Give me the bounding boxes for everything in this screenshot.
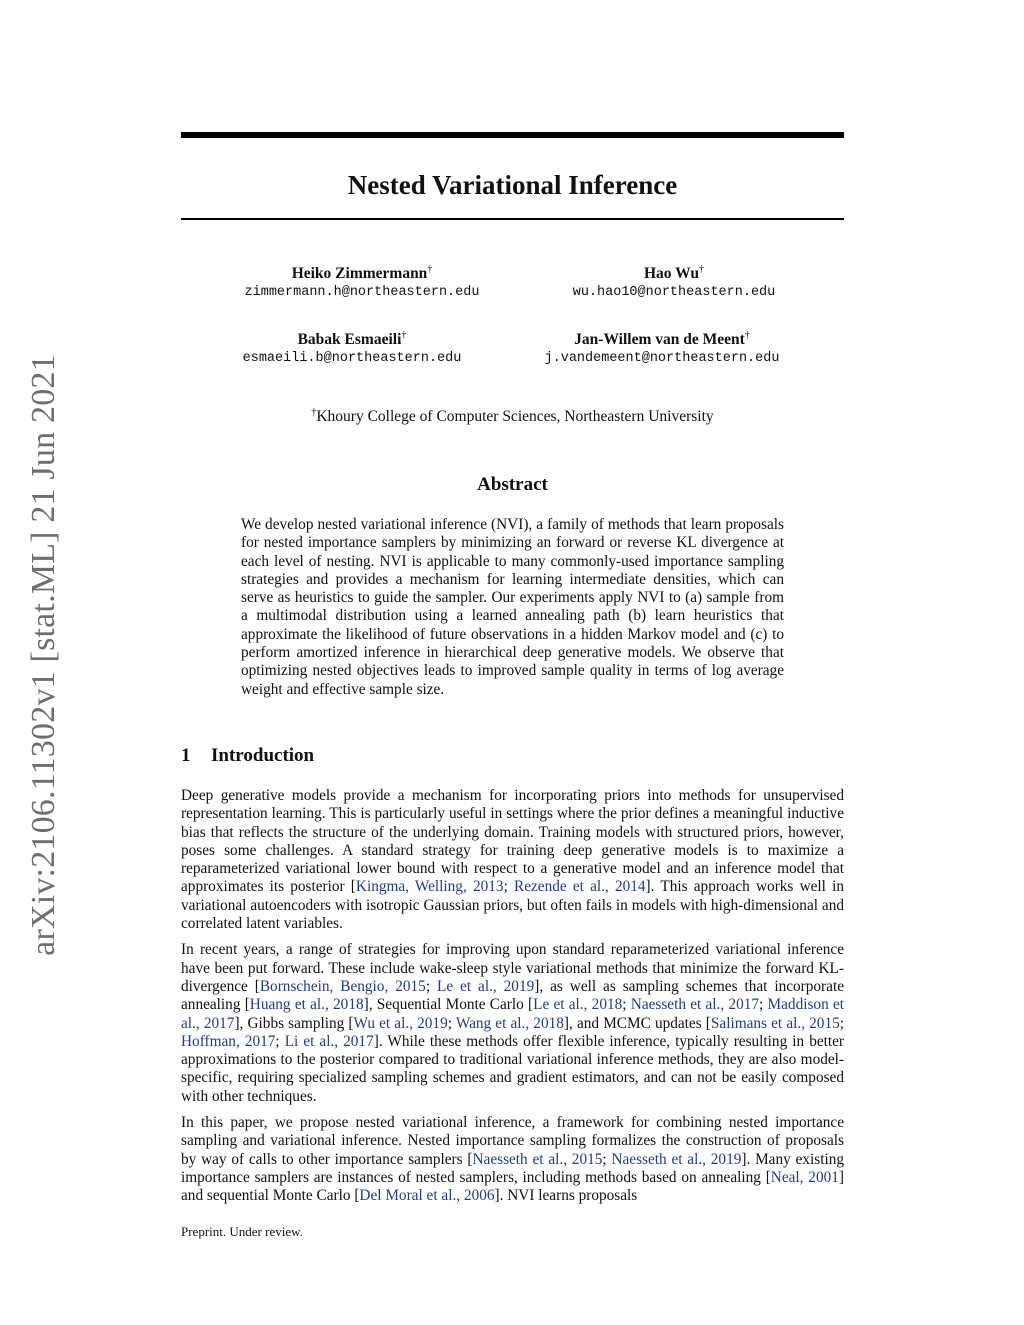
intro-paragraph-3 bbox=[181, 1114, 844, 1205]
paragraph-text: In recent years, a range of strategies for improving upon standard reparameterized variational inference have been put forward. These include wake-sleep style variational methods that minimize the forward KL-divergence [ bbox=[181, 941, 844, 995]
author-name: Babak Esmaeili bbox=[297, 331, 402, 348]
paragraph-text: ], as well as sampling schemes that incorporate annealing [ bbox=[181, 977, 844, 1014]
arxiv-sidebar bbox=[24, 355, 64, 955]
citation-link[interactable]: Kingma, Welling, 2013 bbox=[355, 878, 504, 896]
paragraph-text: ]. This approach works well in variational autoencoders with isotropic Gaussian priors, but often fails in models with high-dimensional and correlated latent variables. bbox=[181, 878, 844, 933]
citation-link[interactable]: Wu et al., 2019 bbox=[353, 1014, 448, 1032]
author-2 bbox=[524, 264, 824, 302]
author-email: j.vandemeent@northeastern.edu bbox=[544, 351, 780, 366]
citation-link[interactable]: Naesseth et al., 2015 bbox=[472, 1150, 603, 1168]
citation-link[interactable]: Bornschein, Bengio, 2015 bbox=[259, 977, 426, 995]
citation-link[interactable]: Del Moral et al., 2006 bbox=[359, 1187, 495, 1205]
author-name: Jan-Willem van de Meent bbox=[574, 331, 745, 348]
paragraph-text: ], Sequential Monte Carlo [ bbox=[363, 996, 534, 1014]
citation-link[interactable]: Neal, 2001 bbox=[770, 1168, 839, 1186]
paper-title: Nested Variational Inference bbox=[347, 170, 678, 200]
affiliation-mark: † bbox=[744, 329, 750, 341]
paragraph-text: Deep generative models provide a mechanism for incorporating priors into methods for unsupervised representation learning. This is particularly useful in settings where the prior defines a meaningful inductive bias that reflects the structure of the underlying domain. Training models with structured priors, however, poses some challenges. A standard strategy for training deep generative models is to maximize a reparameterized variational lower bound with respect to a generative model and an inference model that approximates its posterior [ bbox=[181, 786, 844, 896]
author-email: zimmermann.h@northeastern.edu bbox=[244, 285, 480, 300]
paragraph-text: ] and sequential Monte Carlo [ bbox=[181, 1168, 844, 1205]
citation-separator: ; bbox=[275, 1032, 285, 1050]
citation-link[interactable]: Naesseth et al., 2017 bbox=[630, 996, 760, 1014]
paragraph-text: ]. Many existing importance samplers are instances of nested samplers, including methods based on annealing [ bbox=[181, 1150, 844, 1186]
arxiv-identifier: arXiv:2106.11302v1 [stat.ML] 21 Jun 2021 bbox=[25, 354, 62, 956]
paragraph-text: ]. NVI learns proposals bbox=[494, 1187, 638, 1205]
citation-separator: ; bbox=[759, 996, 768, 1014]
author-block bbox=[181, 264, 844, 404]
paragraph-text: ], and MCMC updates [ bbox=[563, 1014, 711, 1032]
title-bottom-rule bbox=[181, 218, 844, 220]
intro-paragraph-2 bbox=[181, 941, 844, 1106]
abstract-text: We develop nested variational inference (NVI), a family of methods that learn proposals for nested importance samplers by minimizing an forward or reverse KL divergence at each level of nesting. NVI is applicable to many commonly-used importance sampling strategies and provides a mechanism for learning intermediate densities, which can serve as heuristics to guide the sampler. Our experiments apply NVI to (a) sample from a multimodal distribution using a learned annealing path (b) learn heuristics that approximate the likelihood of future observations in a hidden Markov model and (c) to perform amortized inference in hierarchical deep generative models. We observe that optimizing nested objectives leads to improved sample quality in terms of log average weight and effective sample size. bbox=[241, 516, 784, 698]
affiliation-text: Khoury College of Computer Sciences, Northeastern University bbox=[316, 408, 714, 425]
citation-link[interactable]: Naesseth et al., 2019 bbox=[611, 1150, 742, 1168]
citation-link[interactable]: Hoffman, 2017 bbox=[181, 1032, 276, 1050]
citation-link[interactable]: Maddison et al., 2017 bbox=[181, 996, 844, 1032]
author-email: wu.hao10@northeastern.edu bbox=[572, 285, 776, 300]
section-number: 1 bbox=[181, 744, 191, 766]
citation-link[interactable]: Salimans et al., 2015 bbox=[710, 1014, 840, 1032]
paragraph-text: ]. While these methods offer flexible inference, typically resulting in better approximations to the posterior compared to traditional variational inference methods, they are also model-specific, requiring specialized sampling schemes and gradient estimators, and can not be easily composed with other techniques. bbox=[181, 1032, 845, 1105]
paragraph-text: In this paper, we propose nested variational inference, a framework for combining nested importance sampling and variational inference. Nested importance sampling formalizes the construction of proposals by way of calls to other importance samplers [ bbox=[181, 1114, 844, 1168]
intro-paragraph-1 bbox=[181, 787, 844, 933]
footer-note: Preprint. Under review. bbox=[181, 1224, 303, 1239]
citation-separator: ; bbox=[839, 1014, 844, 1032]
author-4 bbox=[512, 330, 812, 368]
affiliation-mark: † bbox=[401, 329, 407, 341]
citation-link[interactable]: Le et al., 2018 bbox=[533, 996, 623, 1014]
citation-link[interactable]: Le et al., 2019 bbox=[437, 977, 535, 995]
author-1 bbox=[212, 264, 512, 302]
affiliation-mark: † bbox=[311, 406, 317, 418]
citation-separator: ; bbox=[425, 977, 437, 995]
citation-link[interactable]: Li et al., 2017 bbox=[284, 1032, 374, 1050]
citation-separator: ; bbox=[503, 878, 514, 896]
citation-link[interactable]: Rezende et al., 2014 bbox=[514, 878, 646, 896]
citation-separator: ; bbox=[622, 996, 631, 1014]
section-title: Introduction bbox=[211, 744, 315, 766]
citation-separator: ; bbox=[447, 1014, 456, 1032]
author-3 bbox=[202, 330, 502, 368]
affiliation-mark: † bbox=[699, 263, 704, 275]
citation-separator: ; bbox=[602, 1150, 612, 1168]
author-name: Heiko Zimmermann bbox=[291, 265, 428, 282]
affiliation bbox=[181, 408, 844, 426]
citation-link[interactable]: Huang et al., 2018 bbox=[249, 996, 364, 1014]
paragraph-text: ], Gibbs sampling [ bbox=[234, 1014, 354, 1032]
author-name: Hao Wu bbox=[644, 265, 699, 282]
affiliation-mark: † bbox=[427, 263, 433, 275]
section-heading bbox=[181, 745, 844, 767]
author-email: esmaeili.b@northeastern.edu bbox=[242, 351, 462, 366]
paper-page bbox=[181, 132, 844, 1206]
abstract-heading: Abstract bbox=[477, 474, 548, 495]
title-top-rule bbox=[181, 132, 844, 138]
citation-link[interactable]: Wang et al., 2018 bbox=[455, 1014, 564, 1032]
